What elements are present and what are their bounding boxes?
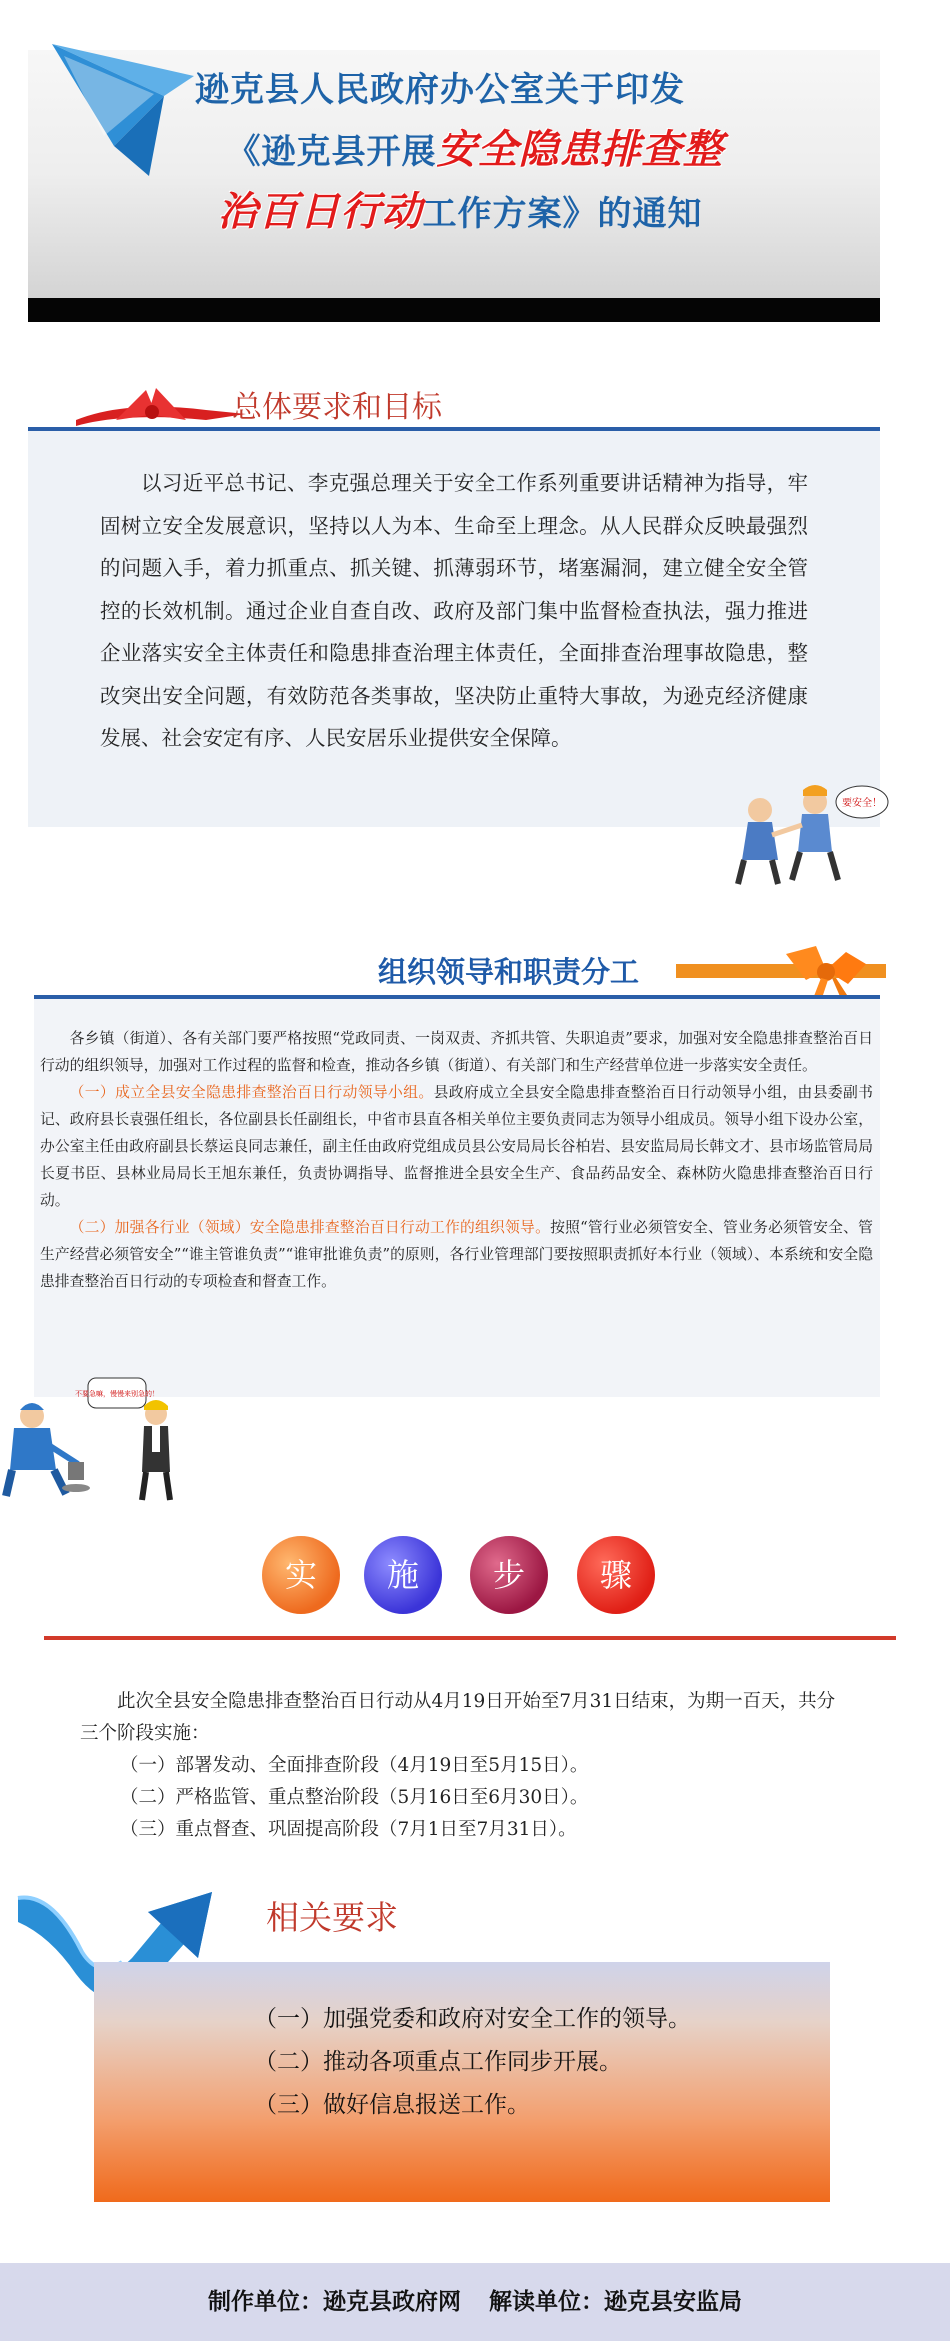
section-rule-red [44,1636,896,1640]
implementation-stage: （二）严格监管、重点整治阶段（5月16日至6月30日）。 [120,1787,589,1808]
inspector-cartoon-icon [0,1376,200,1506]
requirement-item: （一）加强党委和政府对安全工作的领导。 [254,2006,691,2032]
implementation-stage: （一）部署发动、全面排查阶段（4月19日至5月15日）。 [120,1755,589,1776]
organization-item-2 [40,1214,873,1295]
section-body-overall: 以习近平总书记、李克强总理关于安全工作系列重要讲话精神为指导，牢固树立安全发展意识，坚持以人为本、生命至上理念。从人民群众反映最强烈的问题入手，着力抓重点、抓关键、抓薄弱环节，堵塞漏洞，建立健全安全管控的长效机制。通过企业自查自改、政府及部门集中监督检查执法，强力推进企业落实安全主体责任和隐患排查治理主体责任，全面排查治理事故隐患，整改突出安全问题，有效防范各类事故，坚决防止重特大事故，为逊克经济健康发展、社会安定有序、人民安居乐业提供安全保障。 [100,471,808,750]
header-black-bar [28,298,880,322]
title-line-3: 治百日行动工作方案》的通知 [217,189,703,235]
footer-interpreter: 解读单位：逊克县安监局 [489,2289,742,2315]
item-1-heading: （一）成立全县安全隐患排查整治百日行动领导小组。 [69,1084,434,1101]
requirement-item: （三）做好信息报送工作。 [254,2092,530,2118]
item-2-heading: （二）加强各行业（领域）安全隐患排查整治百日行动工作的组织领导。 [69,1219,551,1236]
requirement-item: （二）推动各项重点工作同步开展。 [254,2049,622,2075]
section-title-organization: 组织领导和职责分工 [378,955,640,989]
implementation-text [80,1686,840,1846]
organization-intro: 各乡镇（街道）、各有关部门要严格按照“党政同责、一岗双责、齐抓共管、失职追责”要求，加强对安全隐患排查整治百日行动的组织领导，加强对工作过程的监督和检查，推动各乡镇（街道）、有关部门和生产经营单位进一步落实安全责任。 [40,1030,873,1074]
footer-producer: 制作单位：逊克县政府网 [207,2289,461,2315]
requirements-list [254,1998,691,2127]
section-title-overall: 总体要求和目标 [232,390,442,425]
speech-bubble-text: 不要急嘛，慢慢来别急的！ [75,1390,159,1398]
step-circle: 施 [364,1536,442,1614]
section-title-requirements: 相关要求 [266,1898,398,1937]
implementation-intro: 此次全县安全隐患排查整治百日行动从4月19日开始至7月31日结束，为期一百天，共分三个阶段实施： [80,1691,836,1744]
organization-item-1 [40,1079,873,1214]
title-line-2: 《逊克县开展安全隐患排查整 [226,127,724,173]
steps-circles [262,1536,662,1616]
item-2-body: 按照“管行业必须管安全、管业务必须管安全、管生产经营必须管安全”“谁主管谁负责”“谁审批谁负责”的原则，各行业管理部门要按照职责抓好本行业（领域）、本系统和安全隐患排查整治百日行动的专项检查和督查工作。 [40,1219,873,1290]
item-1-body: 县政府成立全县安全隐患排查整治百日行动领导小组，由县委副书记、政府县长袁强任组长，各位副县长任副组长，中省市县直各相关单位主要负责同志为领导小组成员。领导小组下设办公室，办公室主任由政府副县长蔡运良同志兼任，副主任由政府党组成员县公安局局长谷柏岩、县安监局局长韩文才、县市场监管局局长夏书臣、县林业局局长王旭东兼任，负责协调指导、监督推进全县安全生产、食品药品安全、森林防火隐患排查整治百日行动。 [40,1084,873,1209]
title-line-1: 逊克县人民政府办公室关于印发 [195,70,685,110]
section-body-organization [40,1025,873,1295]
footer-credits [0,2263,950,2341]
speech-bubble-text: 要安全！ [842,798,882,809]
step-circle: 步 [470,1536,548,1614]
implementation-stage: （三）重点督查、巩固提高阶段（7月1日至7月31日）。 [120,1819,577,1840]
workers-cartoon-icon [720,780,890,890]
step-circle: 骤 [577,1536,655,1614]
step-circle: 实 [262,1536,340,1614]
document-title [0,60,880,244]
